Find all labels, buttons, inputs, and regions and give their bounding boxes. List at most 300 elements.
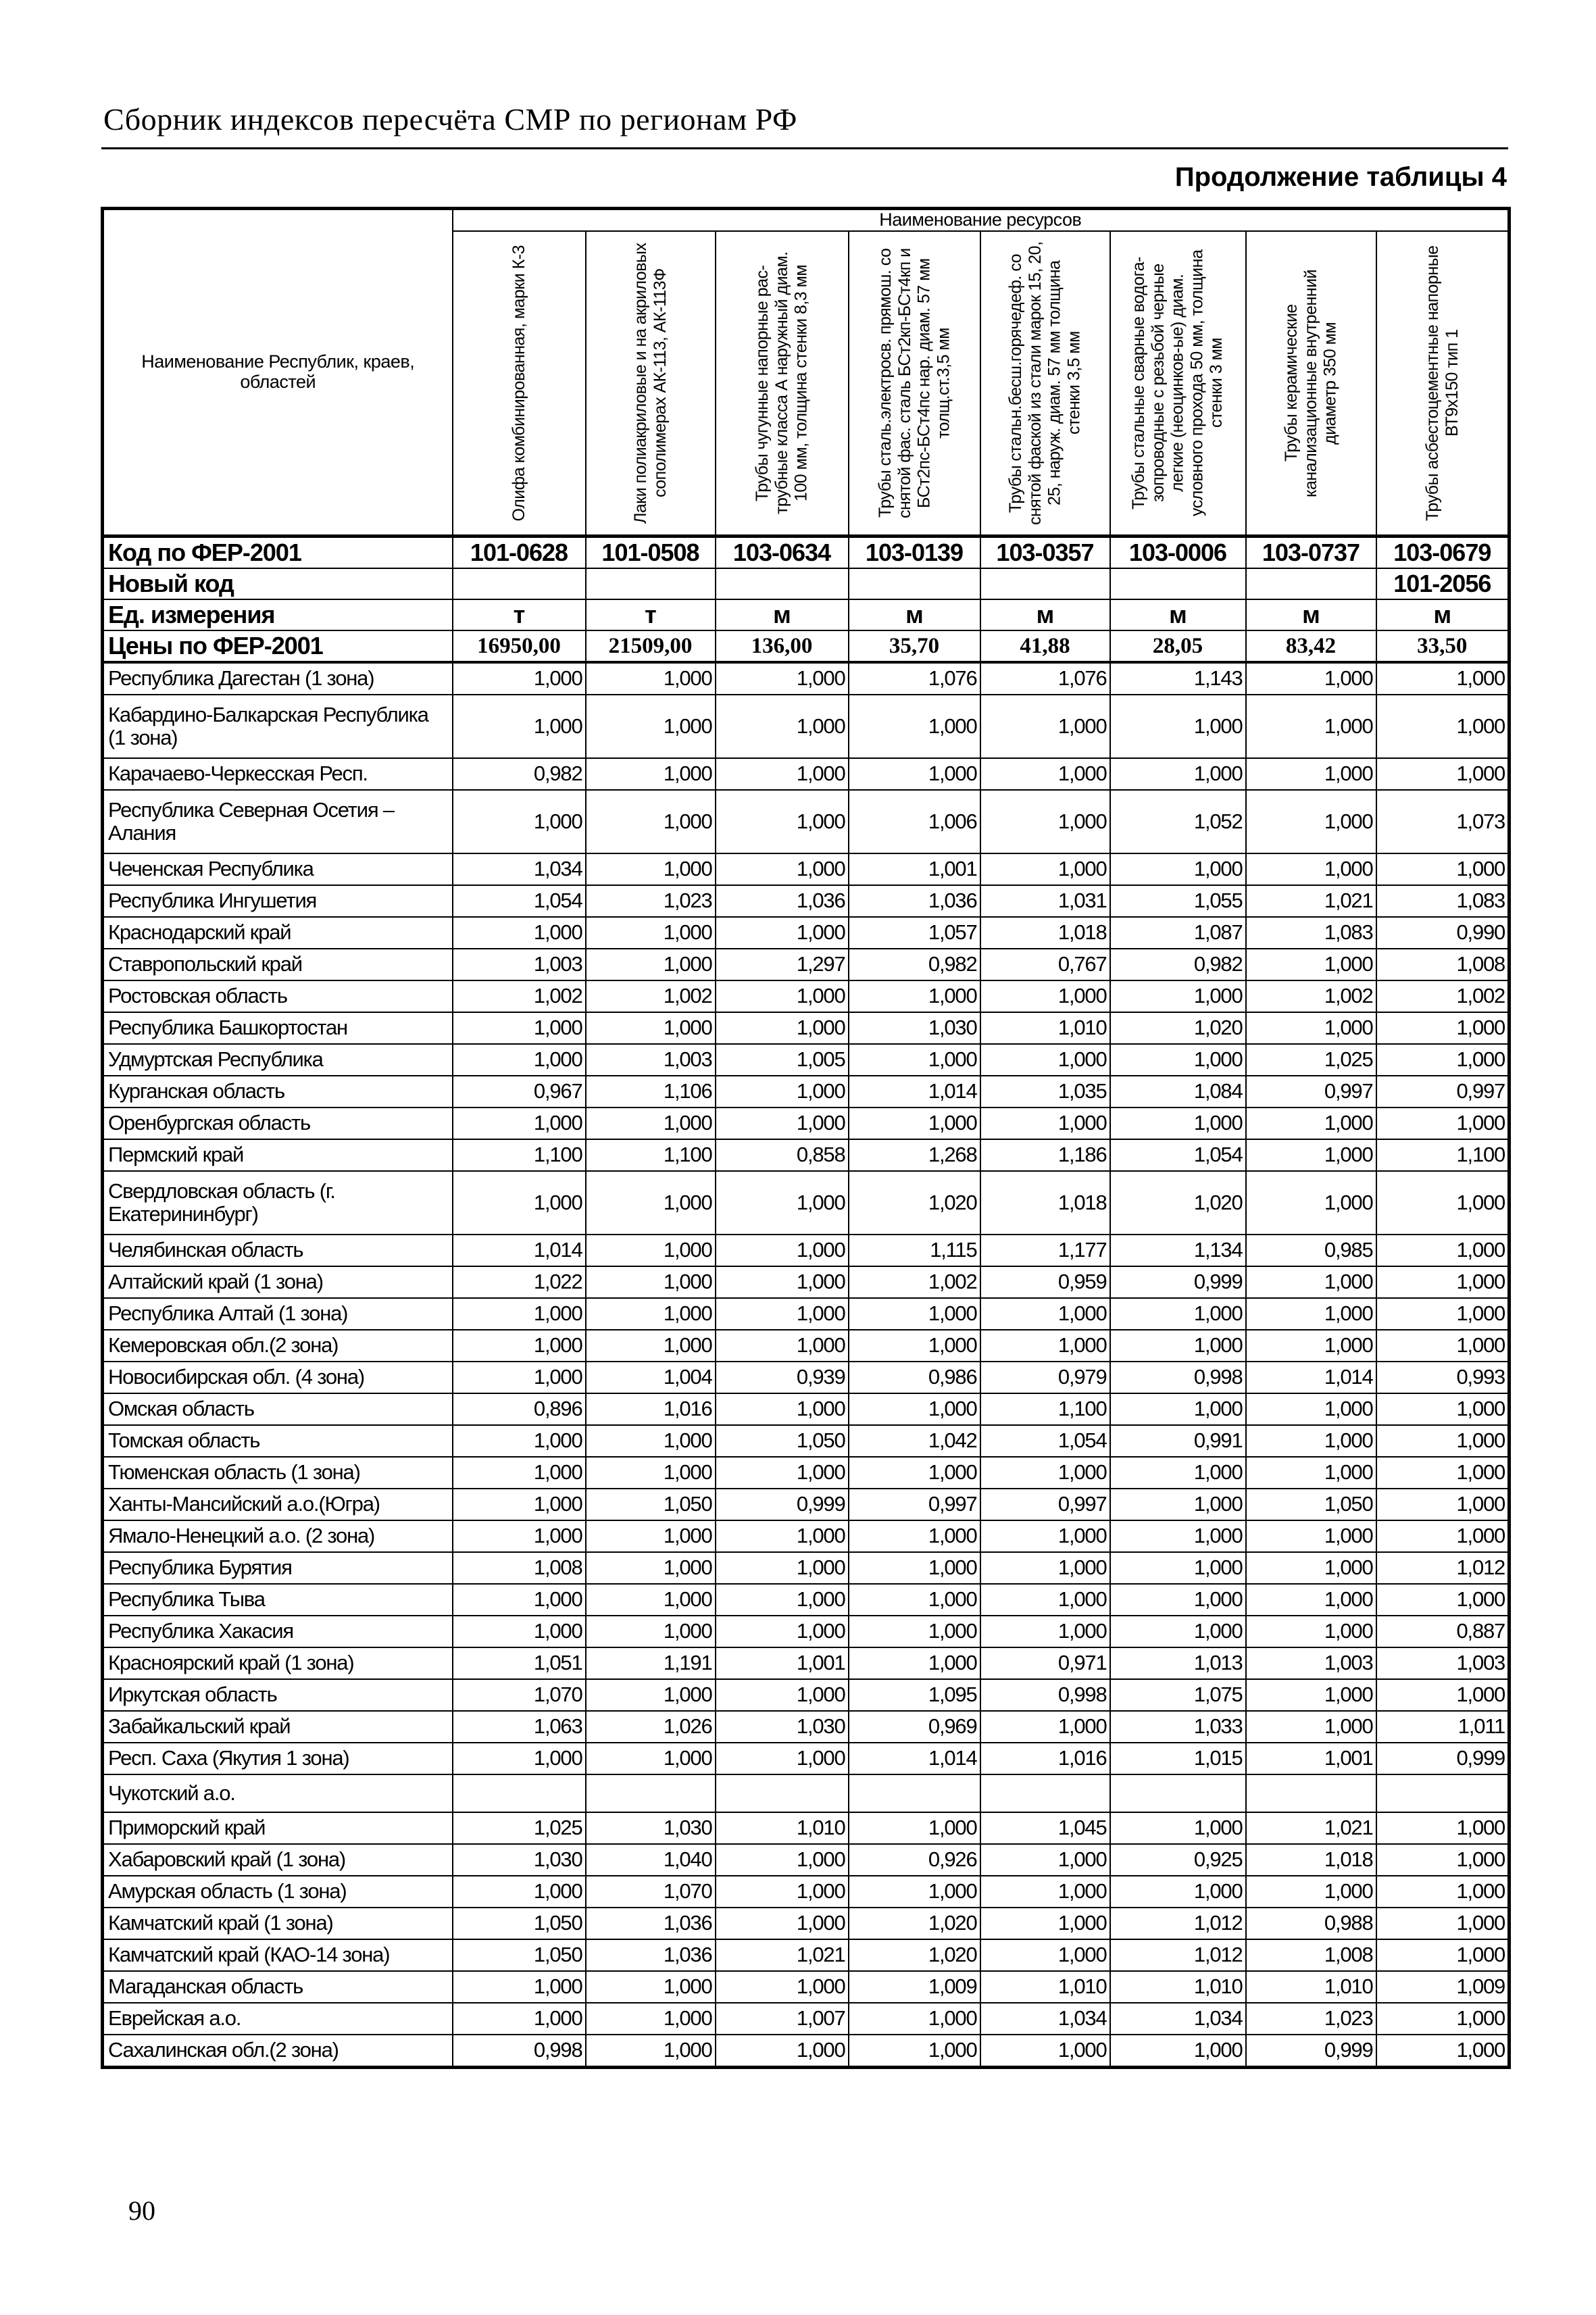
region-name: Пермский край bbox=[103, 1139, 453, 1171]
region-name: Кемеровская обл.(2 зона) bbox=[103, 1330, 453, 1362]
index-value: 1,002 bbox=[849, 1266, 980, 1298]
running-head: Сборник индексов пересчёта СМР по регионам РФ bbox=[103, 102, 797, 136]
index-value: 1,000 bbox=[1376, 1425, 1510, 1457]
index-value: 1,004 bbox=[586, 1362, 716, 1393]
region-name: Ростовская область bbox=[103, 980, 453, 1012]
index-value: 1,002 bbox=[586, 980, 716, 1012]
table-row bbox=[103, 1171, 1510, 1235]
index-value: 0,998 bbox=[1110, 1362, 1246, 1393]
index-value: 1,000 bbox=[586, 1552, 716, 1584]
code-row-cell: 103-0357 bbox=[980, 537, 1110, 569]
index-value: 1,000 bbox=[453, 1520, 586, 1552]
region-column-header: Наименование Республик, краев, областей bbox=[103, 209, 453, 537]
index-value: 0,979 bbox=[980, 1362, 1110, 1393]
index-value: 1,050 bbox=[453, 1908, 586, 1939]
index-value: 1,083 bbox=[1246, 917, 1376, 949]
unit-row-cell: м bbox=[980, 599, 1110, 630]
index-value: 1,000 bbox=[980, 980, 1110, 1012]
new-code-row-cell bbox=[1246, 568, 1376, 599]
index-value: 1,023 bbox=[1246, 2003, 1376, 2035]
index-value: 1,100 bbox=[453, 1139, 586, 1171]
index-value: 1,000 bbox=[1110, 1298, 1246, 1330]
region-name: Свердловская область (г. Екатерининбург) bbox=[103, 1171, 453, 1235]
index-value: 1,001 bbox=[716, 1647, 849, 1679]
region-name: Томская область bbox=[103, 1425, 453, 1457]
index-value: 1,000 bbox=[453, 1876, 586, 1908]
index-value: 1,063 bbox=[453, 1711, 586, 1743]
index-value: 1,000 bbox=[1246, 1711, 1376, 1743]
index-value bbox=[980, 1774, 1110, 1812]
index-value: 1,000 bbox=[453, 662, 586, 695]
index-value: 0,985 bbox=[1246, 1235, 1376, 1266]
code-row-cell: 101-0508 bbox=[586, 537, 716, 569]
index-value: 1,000 bbox=[586, 1520, 716, 1552]
index-value: 1,013 bbox=[1110, 1647, 1246, 1679]
table-row bbox=[103, 1330, 1510, 1362]
table-row bbox=[103, 2035, 1510, 2068]
index-value: 1,015 bbox=[1110, 1743, 1246, 1774]
table-row bbox=[103, 1616, 1510, 1647]
index-value: 1,000 bbox=[716, 917, 849, 949]
resource-column-header bbox=[849, 231, 980, 537]
index-value: 1,115 bbox=[849, 1235, 980, 1266]
index-value: 1,000 bbox=[1110, 1393, 1246, 1425]
price-row-cell: 28,05 bbox=[1110, 630, 1246, 662]
index-value: 1,002 bbox=[1246, 980, 1376, 1012]
index-value: 1,000 bbox=[453, 917, 586, 949]
table-row bbox=[103, 790, 1510, 853]
index-value: 1,000 bbox=[586, 1012, 716, 1044]
index-value: 1,000 bbox=[586, 1457, 716, 1489]
index-value: 1,010 bbox=[1110, 1971, 1246, 2003]
index-value: 1,001 bbox=[1246, 1743, 1376, 1774]
index-value: 1,000 bbox=[716, 695, 849, 758]
index-value: 1,000 bbox=[716, 1971, 849, 2003]
code-row-cell: 101-0628 bbox=[453, 537, 586, 569]
resource-name: Трубы керамические канализационные внутренний диаметр 350 мм bbox=[1281, 269, 1340, 497]
index-value: 1,025 bbox=[453, 1812, 586, 1844]
index-value: 1,000 bbox=[980, 1044, 1110, 1076]
index-value: 0,959 bbox=[980, 1266, 1110, 1298]
index-value: 1,040 bbox=[586, 1844, 716, 1876]
index-value: 1,000 bbox=[1246, 1107, 1376, 1139]
index-value: 1,057 bbox=[849, 917, 980, 949]
index-value: 1,012 bbox=[1110, 1939, 1246, 1971]
index-value: 0,988 bbox=[1246, 1908, 1376, 1939]
resource-column-header bbox=[1376, 231, 1510, 537]
unit-row-cell: т bbox=[453, 599, 586, 630]
index-value: 1,000 bbox=[716, 980, 849, 1012]
region-name: Республика Башкортостан bbox=[103, 1012, 453, 1044]
index-value: 1,000 bbox=[1246, 790, 1376, 853]
table-row bbox=[103, 2003, 1510, 2035]
index-value: 1,000 bbox=[849, 1393, 980, 1425]
index-value: 1,012 bbox=[1376, 1552, 1510, 1584]
index-value: 1,000 bbox=[980, 853, 1110, 885]
index-value: 1,036 bbox=[586, 1939, 716, 1971]
index-value: 0,986 bbox=[849, 1362, 980, 1393]
index-value: 1,000 bbox=[980, 1107, 1110, 1139]
index-value: 1,000 bbox=[1246, 1171, 1376, 1235]
resource-name: Трубы чугунные напорные рас-трубные класса А наружный диам. 100 мм, толщина стенки 8,3 мм bbox=[752, 251, 811, 515]
index-value: 1,000 bbox=[980, 1298, 1110, 1330]
index-value: 1,000 bbox=[716, 1876, 849, 1908]
region-name: Омская область bbox=[103, 1393, 453, 1425]
table-row bbox=[103, 980, 1510, 1012]
index-value: 1,054 bbox=[1110, 1139, 1246, 1171]
index-value: 1,036 bbox=[586, 1908, 716, 1939]
unit-row-cell: м bbox=[716, 599, 849, 630]
index-value: 1,000 bbox=[716, 1076, 849, 1107]
index-value: 1,177 bbox=[980, 1235, 1110, 1266]
index-value: 1,000 bbox=[586, 2035, 716, 2068]
price-row-cell: 41,88 bbox=[980, 630, 1110, 662]
index-value: 1,000 bbox=[849, 1647, 980, 1679]
index-value: 1,000 bbox=[849, 1520, 980, 1552]
price-row-cell: 136,00 bbox=[716, 630, 849, 662]
index-value: 1,000 bbox=[586, 1971, 716, 2003]
index-value: 1,051 bbox=[453, 1647, 586, 1679]
index-value: 1,000 bbox=[1110, 853, 1246, 885]
index-value: 1,000 bbox=[980, 1908, 1110, 1939]
index-value: 0,969 bbox=[849, 1711, 980, 1743]
index-value: 1,000 bbox=[1246, 695, 1376, 758]
region-name: Карачаево-Черкесская Респ. bbox=[103, 758, 453, 790]
index-value: 1,000 bbox=[980, 790, 1110, 853]
index-value: 1,008 bbox=[453, 1552, 586, 1584]
index-value: 1,050 bbox=[453, 1939, 586, 1971]
index-value: 1,000 bbox=[716, 1679, 849, 1711]
index-value: 1,000 bbox=[453, 1298, 586, 1330]
index-value: 1,050 bbox=[1246, 1489, 1376, 1520]
index-value: 1,106 bbox=[586, 1076, 716, 1107]
index-value: 1,000 bbox=[716, 662, 849, 695]
index-value: 1,000 bbox=[1376, 1679, 1510, 1711]
index-value: 1,034 bbox=[1110, 2003, 1246, 2035]
index-value: 1,011 bbox=[1376, 1711, 1510, 1743]
resource-column-header bbox=[453, 231, 586, 537]
region-name: Челябинская область bbox=[103, 1235, 453, 1266]
index-value: 1,000 bbox=[849, 1330, 980, 1362]
index-value: 1,001 bbox=[849, 853, 980, 885]
index-value: 1,000 bbox=[1376, 1489, 1510, 1520]
index-value: 1,070 bbox=[586, 1876, 716, 1908]
index-value: 1,000 bbox=[716, 1520, 849, 1552]
index-value: 1,000 bbox=[1376, 1812, 1510, 1844]
region-name: Кабардино-Балкарская Республика (1 зона) bbox=[103, 695, 453, 758]
index-value: 1,100 bbox=[1376, 1139, 1510, 1171]
index-value: 1,000 bbox=[980, 695, 1110, 758]
code-row bbox=[103, 537, 1510, 569]
index-value: 1,000 bbox=[1246, 1679, 1376, 1711]
new-code-row-cell bbox=[453, 568, 586, 599]
index-value: 1,076 bbox=[849, 662, 980, 695]
index-value: 1,025 bbox=[1246, 1044, 1376, 1076]
region-name: Курганская область bbox=[103, 1076, 453, 1107]
table-row bbox=[103, 1743, 1510, 1774]
index-value: 1,000 bbox=[1376, 662, 1510, 695]
code-row-cell: 103-0006 bbox=[1110, 537, 1246, 569]
index-value: 1,000 bbox=[586, 1743, 716, 1774]
index-value: 1,020 bbox=[1110, 1171, 1246, 1235]
table-row bbox=[103, 917, 1510, 949]
table-row bbox=[103, 1362, 1510, 1393]
index-value: 1,016 bbox=[586, 1393, 716, 1425]
index-value: 1,033 bbox=[1110, 1711, 1246, 1743]
resource-column-header bbox=[586, 231, 716, 537]
index-value: 1,000 bbox=[1376, 1330, 1510, 1362]
index-value: 1,022 bbox=[453, 1266, 586, 1298]
region-name: Алтайский край (1 зона) bbox=[103, 1266, 453, 1298]
index-value: 1,000 bbox=[1376, 1584, 1510, 1616]
price-row-cell: 83,42 bbox=[1246, 630, 1376, 662]
region-name: Приморский край bbox=[103, 1812, 453, 1844]
table-row bbox=[103, 1552, 1510, 1584]
index-value: 1,000 bbox=[849, 758, 980, 790]
index-value: 0,858 bbox=[716, 1139, 849, 1171]
index-value bbox=[1110, 1774, 1246, 1812]
index-value: 1,030 bbox=[453, 1844, 586, 1876]
resource-column-header bbox=[980, 231, 1110, 537]
region-name: Ямало-Ненецкий а.о. (2 зона) bbox=[103, 1520, 453, 1552]
index-value: 1,000 bbox=[980, 1457, 1110, 1489]
index-value: 1,012 bbox=[1110, 1908, 1246, 1939]
index-value: 1,000 bbox=[980, 1616, 1110, 1647]
index-value: 1,000 bbox=[849, 1298, 980, 1330]
index-value: 1,000 bbox=[586, 853, 716, 885]
price-row-cell: 35,70 bbox=[849, 630, 980, 662]
index-value: 1,000 bbox=[1110, 758, 1246, 790]
code-row-cell: 103-0737 bbox=[1246, 537, 1376, 569]
index-value: 0,990 bbox=[1376, 917, 1510, 949]
index-value: 1,000 bbox=[849, 1044, 980, 1076]
index-value: 1,000 bbox=[1376, 1012, 1510, 1044]
index-value: 1,000 bbox=[716, 1393, 849, 1425]
index-value bbox=[1246, 1774, 1376, 1812]
region-name: Республика Бурятия bbox=[103, 1552, 453, 1584]
table-row bbox=[103, 1844, 1510, 1876]
index-value: 1,000 bbox=[1246, 662, 1376, 695]
index-value: 1,000 bbox=[716, 1107, 849, 1139]
table-row bbox=[103, 662, 1510, 695]
index-value: 1,000 bbox=[716, 1171, 849, 1235]
region-name: Тюменская область (1 зона) bbox=[103, 1457, 453, 1489]
index-value: 1,014 bbox=[1246, 1362, 1376, 1393]
index-value: 0,997 bbox=[980, 1489, 1110, 1520]
index-value: 1,000 bbox=[849, 1107, 980, 1139]
index-value: 1,010 bbox=[1246, 1971, 1376, 2003]
index-value: 1,007 bbox=[716, 2003, 849, 2035]
index-value: 1,000 bbox=[980, 1876, 1110, 1908]
index-value: 1,191 bbox=[586, 1647, 716, 1679]
index-value: 1,000 bbox=[849, 1876, 980, 1908]
table-row bbox=[103, 853, 1510, 885]
index-value: 1,000 bbox=[849, 2003, 980, 2035]
index-value: 1,000 bbox=[980, 1939, 1110, 1971]
index-value: 1,000 bbox=[1110, 1584, 1246, 1616]
region-name: Краснодарский край bbox=[103, 917, 453, 949]
index-value: 1,000 bbox=[1246, 1298, 1376, 1330]
index-value: 0,999 bbox=[716, 1489, 849, 1520]
index-value: 1,000 bbox=[586, 1266, 716, 1298]
index-value: 1,000 bbox=[453, 1012, 586, 1044]
index-value: 1,000 bbox=[1110, 1616, 1246, 1647]
new-code-row-cell bbox=[849, 568, 980, 599]
index-value: 1,010 bbox=[980, 1971, 1110, 2003]
region-name: Чукотский а.о. bbox=[103, 1774, 453, 1812]
index-value: 1,000 bbox=[1376, 1171, 1510, 1235]
index-value: 1,000 bbox=[453, 1330, 586, 1362]
index-value: 1,035 bbox=[980, 1076, 1110, 1107]
resources-group-header: Наименование ресурсов bbox=[453, 209, 1510, 232]
resource-name: Олифа комбинированная, марки К-3 bbox=[509, 245, 528, 522]
region-name: Иркутская область bbox=[103, 1679, 453, 1711]
table-row bbox=[103, 1044, 1510, 1076]
index-value: 1,000 bbox=[1110, 1552, 1246, 1584]
index-value: 1,000 bbox=[1376, 1298, 1510, 1330]
index-value: 1,075 bbox=[1110, 1679, 1246, 1711]
index-value: 1,000 bbox=[716, 1298, 849, 1330]
index-value: 1,000 bbox=[453, 1362, 586, 1393]
index-value: 1,008 bbox=[1246, 1939, 1376, 1971]
index-value: 1,008 bbox=[1376, 949, 1510, 980]
index-value: 1,000 bbox=[453, 1584, 586, 1616]
index-value: 1,000 bbox=[1376, 1393, 1510, 1425]
index-value: 1,018 bbox=[980, 917, 1110, 949]
index-value: 1,036 bbox=[716, 885, 849, 917]
index-value: 1,000 bbox=[716, 790, 849, 853]
index-value: 1,000 bbox=[980, 1844, 1110, 1876]
index-value: 1,000 bbox=[1376, 2003, 1510, 2035]
index-value: 1,000 bbox=[1110, 1520, 1246, 1552]
index-value: 1,003 bbox=[586, 1044, 716, 1076]
index-value: 1,050 bbox=[716, 1425, 849, 1457]
index-value: 1,000 bbox=[1246, 1330, 1376, 1362]
index-value: 1,021 bbox=[1246, 885, 1376, 917]
region-name: Республика Ингушетия bbox=[103, 885, 453, 917]
index-value: 1,000 bbox=[586, 1425, 716, 1457]
index-value: 1,054 bbox=[980, 1425, 1110, 1457]
index-value: 1,010 bbox=[716, 1812, 849, 1844]
index-value: 1,054 bbox=[453, 885, 586, 917]
index-value: 1,026 bbox=[586, 1711, 716, 1743]
table-row bbox=[103, 1774, 1510, 1812]
index-value: 1,000 bbox=[849, 695, 980, 758]
index-value: 1,005 bbox=[716, 1044, 849, 1076]
index-value: 1,073 bbox=[1376, 790, 1510, 853]
index-value: 0,998 bbox=[980, 1679, 1110, 1711]
index-value: 1,000 bbox=[849, 1457, 980, 1489]
unit-row-cell: м bbox=[849, 599, 980, 630]
index-value: 1,000 bbox=[586, 949, 716, 980]
index-value: 0,887 bbox=[1376, 1616, 1510, 1647]
region-name: Ханты-Мансийский а.о.(Югра) bbox=[103, 1489, 453, 1520]
region-name: Магаданская область bbox=[103, 1971, 453, 2003]
index-value: 1,036 bbox=[849, 885, 980, 917]
index-value: 1,000 bbox=[1376, 1844, 1510, 1876]
table-row bbox=[103, 1107, 1510, 1139]
index-value: 1,000 bbox=[453, 2003, 586, 2035]
table-row bbox=[103, 1393, 1510, 1425]
index-value: 1,000 bbox=[586, 1584, 716, 1616]
region-name: Ставропольский край bbox=[103, 949, 453, 980]
unit-row-cell: м bbox=[1246, 599, 1376, 630]
table-row bbox=[103, 1489, 1510, 1520]
index-value: 1,000 bbox=[586, 917, 716, 949]
index-value: 1,000 bbox=[1110, 695, 1246, 758]
table-row bbox=[103, 1012, 1510, 1044]
index-value: 1,000 bbox=[586, 1171, 716, 1235]
region-name: Забайкальский край bbox=[103, 1711, 453, 1743]
region-name: Оренбургская область bbox=[103, 1107, 453, 1139]
table-row bbox=[103, 1971, 1510, 2003]
code-row-cell: 103-0634 bbox=[716, 537, 849, 569]
page-number: 90 bbox=[128, 2195, 155, 2226]
index-value: 1,010 bbox=[980, 1012, 1110, 1044]
table-row bbox=[103, 1235, 1510, 1266]
index-value: 1,000 bbox=[980, 1552, 1110, 1584]
index-value: 1,000 bbox=[849, 1584, 980, 1616]
index-value: 1,070 bbox=[453, 1679, 586, 1711]
region-name: Еврейская а.о. bbox=[103, 2003, 453, 2035]
index-value: 1,003 bbox=[1376, 1647, 1510, 1679]
code-row-cell: 103-0679 bbox=[1376, 537, 1510, 569]
resource-column-header bbox=[1110, 231, 1246, 537]
table-row bbox=[103, 1520, 1510, 1552]
new-code-row-cell bbox=[586, 568, 716, 599]
index-value: 1,000 bbox=[1246, 949, 1376, 980]
index-value: 1,000 bbox=[716, 1908, 849, 1939]
table-row bbox=[103, 1711, 1510, 1743]
index-value: 0,982 bbox=[1110, 949, 1246, 980]
index-value: 1,000 bbox=[1110, 1107, 1246, 1139]
index-value: 1,100 bbox=[980, 1393, 1110, 1425]
table-continuation-title: Продолжение таблицы 4 bbox=[1174, 162, 1507, 192]
index-value bbox=[716, 1774, 849, 1812]
table-row bbox=[103, 1584, 1510, 1616]
index-value: 1,000 bbox=[980, 1711, 1110, 1743]
index-value: 1,023 bbox=[586, 885, 716, 917]
index-value: 0,767 bbox=[980, 949, 1110, 980]
index-value: 1,000 bbox=[1246, 1139, 1376, 1171]
index-value: 1,000 bbox=[1110, 980, 1246, 1012]
unit-row-cell: м bbox=[1376, 599, 1510, 630]
index-value: 1,095 bbox=[849, 1679, 980, 1711]
table-row bbox=[103, 1425, 1510, 1457]
region-name: Камчатский край (КАО-14 зона) bbox=[103, 1939, 453, 1971]
index-value: 1,000 bbox=[1246, 1876, 1376, 1908]
table-header bbox=[103, 209, 1510, 537]
unit-row-cell: т bbox=[586, 599, 716, 630]
index-value: 1,000 bbox=[453, 1107, 586, 1139]
index-value: 1,020 bbox=[1110, 1012, 1246, 1044]
table-row bbox=[103, 949, 1510, 980]
regional-index-table bbox=[101, 207, 1511, 2069]
index-value: 0,993 bbox=[1376, 1362, 1510, 1393]
index-value: 1,000 bbox=[980, 1330, 1110, 1362]
index-value: 1,000 bbox=[1376, 1876, 1510, 1908]
index-value: 1,268 bbox=[849, 1139, 980, 1171]
index-value: 1,052 bbox=[1110, 790, 1246, 853]
index-value: 1,000 bbox=[716, 2035, 849, 2068]
resource-name: Трубы сталь.электросв. прямош. со снятой фас. сталь БСт2кп-БСт4кп и БСт2пс-БСт4пс нар. диам. 57 мм толщ.ст.3,5 мм bbox=[875, 248, 953, 518]
index-value: 1,030 bbox=[716, 1711, 849, 1743]
index-value: 1,000 bbox=[716, 1457, 849, 1489]
index-value: 1,000 bbox=[716, 1844, 849, 1876]
index-value: 1,018 bbox=[1246, 1844, 1376, 1876]
index-value: 1,055 bbox=[1110, 885, 1246, 917]
index-value: 1,018 bbox=[980, 1171, 1110, 1235]
